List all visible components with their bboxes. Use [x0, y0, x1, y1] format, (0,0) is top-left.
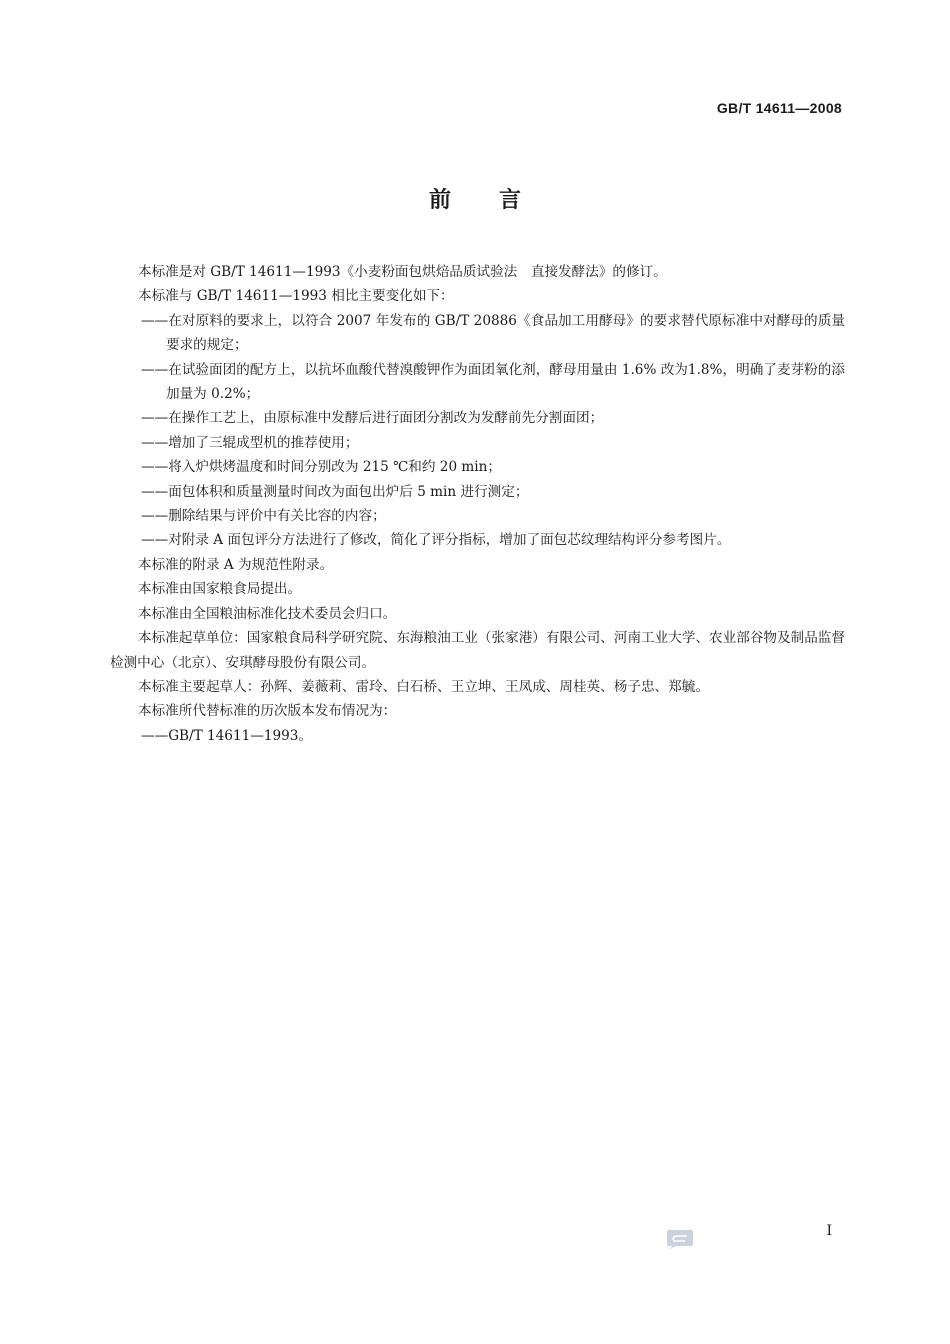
page-title: 前言: [428, 188, 569, 213]
paragraph: 本标准是对 GB/T 14611—1993《小麦粉面包烘焙品质试验法 直接发酵法》的修订。: [138, 264, 667, 280]
list-item: ——面包体积和质量测量时间改为面包出炉后 5 min 进行测定；: [141, 483, 529, 500]
list-item: ——在对原料的要求上，以符合 2007 年发布的 GB/T 20886《食品加工用酵母》的要求替代原标准中对酵母的质量要求的规定；: [141, 312, 845, 354]
list-item: ——在操作工艺上，由原标准中发酵后进行面团分割改为发酵前先分割面团；: [141, 410, 604, 427]
list-item: ——增加了三辊成型机的推荐使用；: [141, 434, 359, 451]
list-item: ——对附录 A 面包评分方法进行了修改，简化了评分指标，增加了面包芯纹理结构评分参考图片。: [141, 532, 731, 549]
list-item: ——将入炉烘烤温度和时间分别改为 215 ℃和约 20 min；: [141, 459, 502, 476]
paragraph: 本标准的附录 A 为规范性附录。: [138, 556, 334, 573]
paragraph: 本标准所代替标准的历次版本发布情况为：: [138, 703, 397, 720]
paragraph: 本标准由全国粮油标准化技术委员会归口。: [138, 605, 397, 622]
paragraph: 本标准与 GB/T 14611—1993 相比主要变化如下：: [138, 288, 454, 305]
paragraph: 本标准主要起草人：孙辉、姜薇莉、雷玲、白石桥、王立坤、王凤成、周桂英、杨子忠、郑毓。: [138, 678, 709, 695]
sac-logo-icon: [666, 1228, 694, 1250]
list-item: ——GB/T 14611—1993。: [141, 727, 313, 744]
list-item: ——在试验面团的配方上，以抗坏血酸代替溴酸钾作为面团氧化剂，酵母用量由 1.6% 改为1.8%，明确了麦芽粉的添加量为 0.2%；: [141, 361, 845, 403]
standard-code: GB/T 14611—2008: [716, 100, 842, 116]
list-item: ——删除结果与评价中有关比容的内容；: [141, 508, 386, 525]
document-body: [110, 260, 845, 748]
paragraph: 本标准由国家粮食局提出。: [138, 581, 302, 598]
page-number: I: [826, 1223, 832, 1239]
paragraph: 本标准起草单位：国家粮食局科学研究院、东海粮油工业（张家港）有限公司、河南工业大学、农业部谷物及制品监督检测中心（北京）、安琪酵母股份有限公司。: [110, 630, 845, 671]
